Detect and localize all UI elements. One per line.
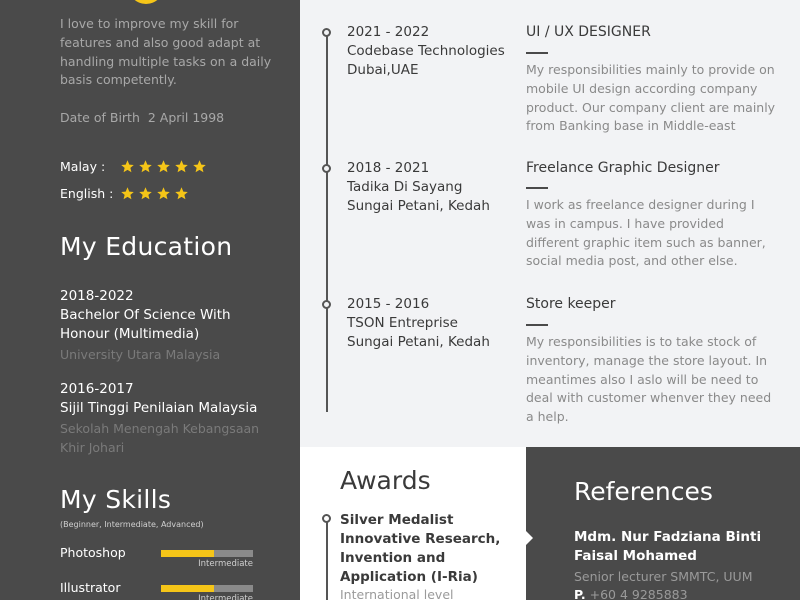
experience-divider xyxy=(526,324,548,326)
skill-bar xyxy=(161,550,253,557)
skill-photoshop xyxy=(60,545,260,575)
phone-number: +60 4 9285883 xyxy=(589,587,688,600)
experience-meta xyxy=(347,23,522,80)
experience-company: TSON Entreprise xyxy=(347,315,458,331)
timeline-dot xyxy=(322,28,331,37)
education-school: University Utara Malaysia xyxy=(60,347,221,362)
language-row-english xyxy=(60,185,189,201)
experience-role: Store keeper xyxy=(526,296,616,312)
experience-divider xyxy=(526,187,548,189)
language-stars xyxy=(120,159,207,174)
experience-company: Tadika Di Sayang xyxy=(347,179,463,195)
references-title: References xyxy=(574,477,713,506)
about-text: I love to improve my skill for features and also good adapt at handling multiple tasks on a daily basis competently. xyxy=(60,16,272,88)
education-degree: Bachelor Of Science With Honour (Multimedia) xyxy=(60,307,231,342)
experience-period: 2015 - 2016 xyxy=(347,296,430,312)
timeline-dot xyxy=(322,514,331,523)
references-notch xyxy=(526,531,533,545)
star-icon xyxy=(174,186,189,201)
experience-role: Freelance Graphic Designer xyxy=(526,160,720,176)
experience-location: Dubai,UAE xyxy=(347,62,419,78)
skill-bar-fill xyxy=(161,585,214,592)
skills-legend: (Beginner, Intermediate, Advanced) xyxy=(60,520,204,529)
experience-location: Sungai Petani, Kedah xyxy=(347,198,490,214)
star-icon xyxy=(156,186,171,201)
star-icon xyxy=(120,186,135,201)
experience-description: My responsibilities mainly to provide on mobile UI design according company product. Our company client are mainly from Banking base in Middle-east xyxy=(526,62,776,134)
awards-timeline-line xyxy=(326,518,328,600)
skills-title: My Skills xyxy=(60,485,172,514)
skill-level: Intermediate xyxy=(198,559,253,569)
star-icon xyxy=(138,186,153,201)
language-stars xyxy=(120,186,189,201)
experience-period: 2018 - 2021 xyxy=(347,160,430,176)
awards-title: Awards xyxy=(340,466,431,495)
star-icon xyxy=(138,159,153,174)
reference-name: Mdm. Nur Fadziana Binti Faisal Mohamed xyxy=(574,529,762,564)
phone-label: P. xyxy=(574,587,586,600)
award-level: International level xyxy=(340,587,454,600)
skill-name: Photoshop xyxy=(60,545,126,560)
education-years: 2018-2022 xyxy=(60,288,134,304)
date-of-birth xyxy=(60,110,224,125)
timeline-dot xyxy=(322,164,331,173)
experience-meta xyxy=(347,295,522,352)
timeline-dot xyxy=(322,300,331,309)
language-name: Malay : xyxy=(60,158,106,174)
experience-role: UI / UX DESIGNER xyxy=(526,24,651,40)
experience-description: I work as freelance designer during I was in campus. I have provided different graphic item such as banner, social media post, and other else. xyxy=(526,197,766,269)
star-icon xyxy=(120,159,135,174)
dob-value: 2 April 1998 xyxy=(147,110,225,125)
reference-role: Senior lecturer SMMTC, UUM xyxy=(574,569,753,584)
education-school: Sekolah Menengah Kebangsaan Khir Johari xyxy=(60,421,260,455)
award-name: Silver Medalist Innovative Research, Invention and Application (I-Ria) xyxy=(340,512,501,585)
skill-name: Illustrator xyxy=(60,580,121,595)
education-degree: Sijil Tinggi Penilaian Malaysia xyxy=(60,400,258,416)
profile-accent-circle xyxy=(128,0,164,4)
experience-company: Codebase Technologies xyxy=(347,43,505,59)
education-title: My Education xyxy=(60,232,233,261)
dob-label: Date of Birth xyxy=(60,110,140,125)
language-row-malay xyxy=(60,158,207,174)
experience-meta xyxy=(347,159,522,216)
education-entry xyxy=(60,380,280,457)
experience-location: Sungai Petani, Kedah xyxy=(347,334,490,350)
experience-description: My responsibilities is to take stock of inventory, manage the store layout. In meantimes also I aslo will be need to deal with customer whenver they need a help. xyxy=(526,334,772,425)
education-years: 2016-2017 xyxy=(60,381,134,397)
star-icon xyxy=(174,159,189,174)
reference-phone xyxy=(574,587,688,600)
experience-divider xyxy=(526,52,548,54)
experience-timeline-line xyxy=(326,32,328,412)
skill-illustrator xyxy=(60,580,260,600)
star-icon xyxy=(192,159,207,174)
skill-level: Intermediate xyxy=(198,594,253,600)
skill-bar xyxy=(161,585,253,592)
education-entry xyxy=(60,287,280,364)
experience-period: 2021 - 2022 xyxy=(347,24,430,40)
language-name: English : xyxy=(60,185,114,201)
skill-bar-fill xyxy=(161,550,214,557)
sidebar xyxy=(0,0,300,600)
star-icon xyxy=(156,159,171,174)
